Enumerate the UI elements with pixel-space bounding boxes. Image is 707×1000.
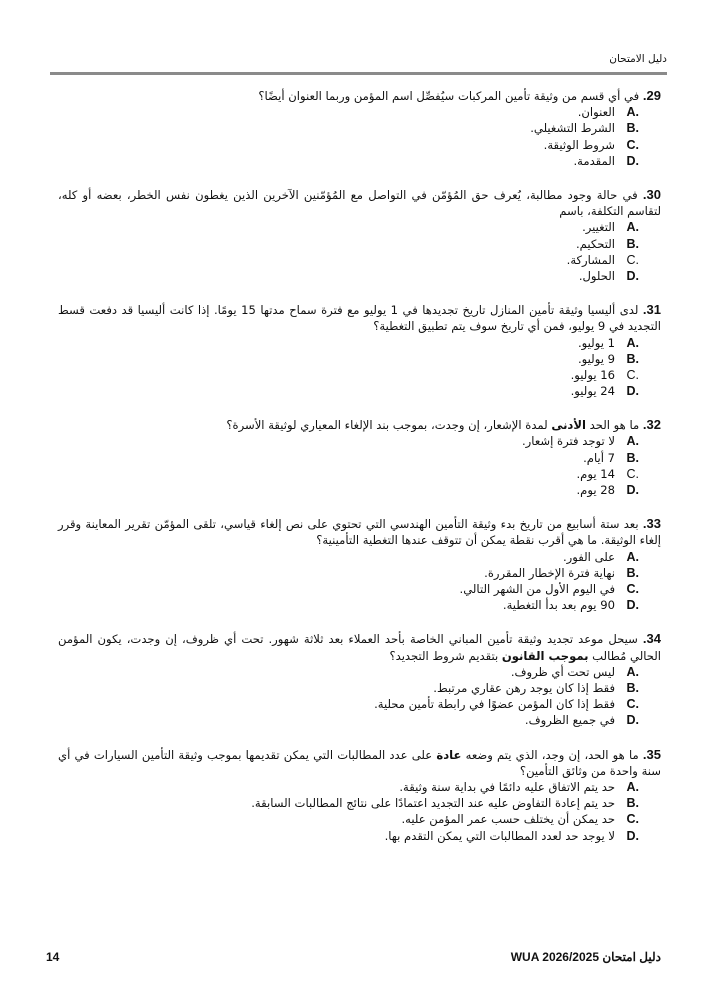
question-32	[58, 417, 661, 498]
option-letter: C.	[626, 582, 639, 596]
option-text: 16 يوليو.	[570, 367, 615, 382]
option-letter: B.	[626, 351, 639, 366]
question-text	[58, 747, 661, 779]
option-letter: C.	[626, 252, 639, 267]
option-letter: D.	[626, 713, 639, 728]
option-b	[58, 236, 639, 252]
question-stem: بعد ستة أسابيع من تاريخ بدء وثيقة التأمين الهندسي التي تحتوي على نص إلغاء قياسي، تلقى المؤمّن تقرير المعاينة وقرر إلغاء الوثيقة. ما هي أقرب نقطة يمكن أن تتوقف عندها التغطية التأمينية؟	[58, 517, 661, 548]
question-35	[58, 747, 661, 844]
option-c	[58, 137, 639, 153]
option-text: 1 يوليو.	[578, 335, 615, 350]
question-number: 29.	[642, 88, 661, 103]
option-letter: A.	[626, 549, 639, 564]
question-stem: في حالة وجود مطالبة، يُعرف حق المُؤمّن في التواصل مع المُؤمّنين الآخرين الذين يغطون نفس الخطر، بعضه أو كله، لتقاسم التكلفة، باسم	[58, 187, 661, 219]
option-text: العنوان.	[577, 105, 615, 120]
option-text: على الفور.	[563, 549, 615, 564]
option-letter: C.	[626, 466, 639, 481]
option-text: 28 يوم.	[576, 483, 615, 498]
option-a	[58, 664, 639, 680]
emphasis-text: الأدنى	[551, 418, 586, 433]
options-list	[58, 104, 661, 169]
question-text	[58, 516, 661, 548]
option-text: 14 يوم.	[576, 466, 615, 481]
option-letter: C.	[626, 137, 639, 152]
option-text: نهاية فترة الإخطار المقررة.	[484, 565, 615, 580]
option-text: في جميع الظروف.	[524, 713, 615, 728]
options-list	[58, 779, 661, 844]
option-d	[58, 153, 639, 169]
option-text: لا توجد فترة إشعار.	[522, 434, 615, 449]
option-letter: D.	[626, 483, 639, 498]
question-text	[58, 302, 661, 334]
options-list	[58, 219, 661, 284]
option-letter: B.	[626, 680, 639, 695]
question-34	[58, 631, 661, 728]
option-b	[58, 565, 639, 581]
option-d	[58, 712, 639, 728]
option-letter: D.	[626, 268, 639, 283]
option-letter: D.	[626, 828, 639, 843]
option-letter: C.	[626, 697, 639, 712]
question-number: 34.	[642, 631, 662, 647]
option-c	[58, 581, 639, 597]
footer-title: دليل امتحان WUA 2026/2025	[510, 950, 661, 964]
option-text: حد يتم إعادة التفاوض عليه عند التجديد اعتمادًا على نتائج المطالبات السابقة.	[251, 796, 615, 811]
option-text: 9 يوليو.	[578, 351, 615, 366]
option-text: التحكيم.	[575, 236, 615, 251]
question-text	[58, 417, 661, 433]
option-letter: A.	[626, 664, 639, 679]
option-text: المشاركة.	[566, 252, 615, 267]
question-stem: لدى أليسيا وثيقة تأمين المنازل تاريخ تجديدها في 1 يوليو مع فترة سماح مدتها 15 يومًا. إذا كانت أليسيا قد دفعت قسط التجديد في 9 يوليو، فمن أي تاريخ سوف يتم تطبيق التغطية؟	[58, 303, 661, 334]
question-number: 32.	[642, 417, 661, 433]
option-d	[58, 828, 639, 844]
emphasis-text: بموجب القانون	[501, 648, 589, 663]
options-list	[58, 549, 661, 614]
questions-list	[58, 88, 661, 862]
question-33	[58, 516, 661, 613]
option-text: 24 يوليو.	[570, 384, 615, 399]
option-text: 90 يوم بعد بدأ التغطية.	[502, 598, 615, 613]
question-number: 31.	[642, 302, 662, 318]
option-letter: B.	[626, 796, 639, 811]
option-d	[58, 268, 639, 284]
option-letter: B.	[626, 565, 639, 580]
option-a	[58, 335, 639, 351]
option-c	[58, 466, 639, 482]
question-29	[58, 88, 661, 169]
option-letter: A.	[626, 434, 639, 449]
option-a	[58, 549, 639, 565]
question-text	[58, 187, 661, 219]
option-letter: C.	[626, 812, 639, 827]
question-stem-end: لمدة الإشعار، إن وجدت، بموجب بند الإلغاء المعياري لوثيقة الأسرة؟	[226, 418, 552, 433]
option-text: شروط الوثيقة.	[543, 137, 615, 152]
options-list	[58, 433, 661, 498]
option-text: حد يمكن أن يختلف حسب عمر المؤمن عليه.	[401, 812, 615, 827]
option-text: فقط إذا كان المؤمن عضوًا في رابطة تأمين محلية.	[374, 697, 615, 712]
option-text: المقدمة.	[573, 153, 615, 168]
question-stem-end: على عدد المطالبات التي يمكن تقديمها بموجب وثيقة التأمين السيارات في أي سنة واحدة من وثائق التأمين؟	[58, 747, 661, 778]
options-list	[58, 335, 661, 400]
option-letter: B.	[626, 236, 639, 251]
option-text: حد يتم الاتفاق عليه دائمًا في بداية سنة وثيقة.	[399, 779, 615, 794]
option-c	[58, 696, 639, 712]
option-text: ليس تحت أي ظروف.	[510, 664, 615, 679]
option-letter: A.	[626, 105, 639, 120]
header-divider	[50, 72, 667, 75]
question-31	[58, 302, 661, 399]
question-stem: ما هو الحد	[585, 418, 640, 433]
emphasis-text: عادة	[436, 747, 462, 762]
option-text: في اليوم الأول من الشهر التالي.	[459, 582, 615, 596]
option-a	[58, 433, 639, 449]
option-d	[58, 482, 639, 498]
option-c	[58, 811, 639, 827]
question-stem: ما هو الحد، إن وجد، الذي يتم وضعه	[461, 747, 639, 762]
option-letter: A.	[626, 220, 639, 235]
question-stem: سيحل موعد تجديد وثيقة تأمين المباني الخاصة بأحد العملاء بعد ثلاثة شهور. تحت أي ظروف، إن وجدت، يكون المؤمن الحالي مُطالب	[58, 632, 661, 663]
question-number: 33.	[642, 516, 662, 532]
option-letter: D.	[626, 153, 639, 168]
option-b	[58, 450, 639, 466]
page-number: 14	[46, 950, 60, 964]
option-a	[58, 219, 639, 235]
option-b	[58, 120, 639, 136]
option-letter: B.	[626, 121, 639, 136]
option-letter: A.	[626, 335, 639, 350]
option-text: التغيير.	[582, 220, 615, 235]
option-a	[58, 779, 639, 795]
option-text: فقط إذا كان يوجد رهن عقاري مرتبط.	[433, 680, 615, 695]
option-d	[58, 383, 639, 399]
option-c	[58, 367, 639, 383]
header-title: دليل الامتحان	[609, 53, 667, 65]
option-letter: B.	[626, 450, 639, 465]
question-number: 35.	[642, 746, 661, 762]
question-stem-end: بتقديم شروط التجديد؟	[389, 648, 502, 663]
option-c	[58, 252, 639, 268]
options-list	[58, 664, 661, 729]
option-a	[58, 104, 639, 120]
option-letter: D.	[626, 384, 639, 399]
option-letter: A.	[626, 779, 639, 794]
option-b	[58, 680, 639, 696]
option-text: لا يوجد حد لعدد المطالبات التي يمكن التقدم بها.	[384, 828, 615, 843]
option-b	[58, 795, 639, 811]
question-text	[58, 631, 661, 663]
option-text: الشرط التشغيلي.	[530, 121, 615, 136]
option-b	[58, 351, 639, 367]
question-number: 30.	[642, 186, 662, 202]
option-letter: D.	[626, 598, 639, 613]
option-letter: C.	[626, 367, 639, 382]
option-text: الحلول.	[578, 268, 615, 283]
question-stem: في أي قسم من وثيقة تأمين المركبات سيُفصِّل اسم المؤمن وربما العنوان أيضًا؟	[258, 89, 640, 103]
option-text: 7 أيام.	[583, 450, 615, 465]
question-text	[58, 88, 661, 104]
option-d	[58, 597, 639, 613]
question-30	[58, 187, 661, 284]
